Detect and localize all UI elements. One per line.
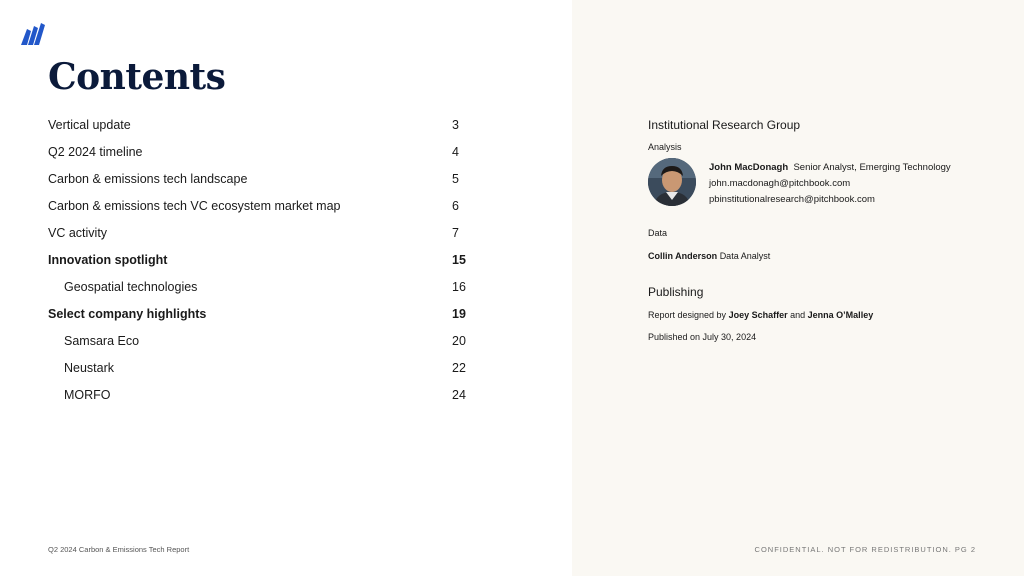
toc-item-label: MORFO (64, 388, 111, 402)
publishing-label: Publishing (648, 285, 704, 299)
toc-item-page: 15 (452, 253, 466, 267)
designed-prefix: Report designed by (648, 310, 727, 320)
toc-item-page: 20 (452, 334, 466, 348)
toc-item-label: Select company highlights (48, 307, 207, 321)
toc-item[interactable] (48, 301, 468, 328)
toc-item-page: 24 (452, 388, 466, 402)
toc-item-page: 5 (452, 172, 459, 186)
designer-1: Joey Schaffer (728, 310, 788, 320)
toc-item-label: VC activity (48, 226, 108, 240)
toc-item[interactable] (48, 382, 468, 409)
toc-item-page: 22 (452, 361, 466, 375)
toc-item-label: Geospatial technologies (64, 280, 198, 294)
toc-item[interactable] (48, 139, 468, 166)
table-of-contents (48, 112, 468, 409)
toc-item-label: Carbon & emissions tech landscape (48, 172, 248, 186)
data-credit (648, 251, 770, 261)
analysis-label: Analysis (648, 142, 682, 152)
toc-item-label: Carbon & emissions tech VC ecosystem market map (48, 199, 341, 213)
analyst-name: John MacDonagh (709, 162, 789, 173)
credits-panel (572, 0, 1024, 576)
pitchbook-logo-icon (19, 21, 45, 47)
toc-item[interactable] (48, 112, 468, 139)
analyst-email[interactable]: john.macdonagh@pitchbook.com (709, 178, 851, 189)
designer-2: Jenna O’Malley (807, 310, 874, 320)
page-title: Contents (48, 56, 226, 98)
toc-item[interactable] (48, 166, 468, 193)
toc-item[interactable] (48, 220, 468, 247)
toc-item-label: Innovation spotlight (48, 253, 168, 267)
designed-and: and (790, 310, 806, 320)
toc-item[interactable] (48, 193, 468, 220)
toc-item[interactable] (48, 274, 468, 301)
toc-item-label: Q2 2024 timeline (48, 145, 143, 159)
toc-item[interactable] (48, 328, 468, 355)
analyst-avatar (648, 158, 696, 206)
footer-confidential: CONFIDENTIAL. NOT FOR REDISTRIBUTION. PG 2 (754, 545, 976, 554)
toc-item[interactable] (48, 355, 468, 382)
group-title: Institutional Research Group (648, 118, 801, 132)
designed-by-line (648, 310, 873, 320)
toc-item-label: Samsara Eco (64, 334, 140, 348)
data-name: Collin Anderson (648, 251, 718, 261)
toc-item-page: 19 (452, 307, 466, 321)
toc-item-label: Neustark (64, 361, 115, 375)
analyst-line (709, 162, 951, 173)
toc-item-label: Vertical update (48, 118, 131, 132)
toc-item[interactable] (48, 247, 468, 274)
toc-item-page: 7 (452, 226, 459, 240)
toc-item-page: 4 (452, 145, 459, 159)
data-label: Data (648, 228, 668, 238)
footer-report-name: Q2 2024 Carbon & Emissions Tech Report (48, 545, 190, 554)
toc-item-page: 16 (452, 280, 466, 294)
toc-item-page: 6 (452, 199, 459, 213)
team-email[interactable]: pbinstitutionalresearch@pitchbook.com (709, 194, 875, 205)
published-date: Published on July 30, 2024 (648, 332, 757, 342)
data-role: Data Analyst (719, 251, 771, 261)
toc-item-page: 3 (452, 118, 459, 132)
analyst-role: Senior Analyst, Emerging Technology (793, 162, 951, 173)
